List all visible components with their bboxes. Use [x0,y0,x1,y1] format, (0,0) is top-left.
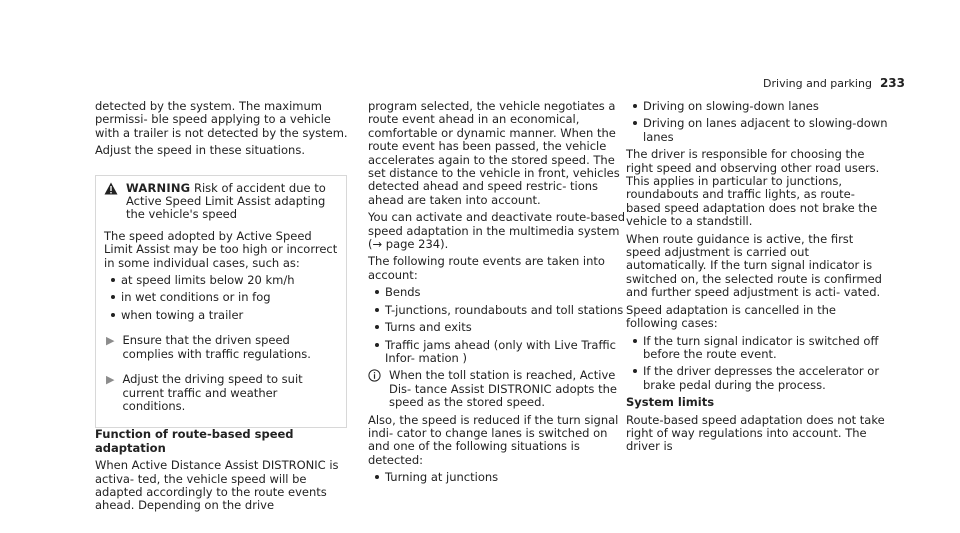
warning-title-text: Risk of accident due to Active Speed Limit Assist adapting the vehicle's speed [126,180,326,222]
action-item [104,373,338,413]
paragraph: program selected, the vehicle negotiates a route event ahead in an economical, comfortable or dynamic manner. When the route event has been passed, the vehicle accelerates again to the stored speed. The set distance to the vehicle in front, vehicles detected ahead and speed restric- tions ahead are taken into account. [368,99,620,207]
paragraph: Speed adaptation is cancelled in the following cases: [626,302,836,331]
list-item: Turns and exits [374,321,626,334]
note-text: When the toll station is reached, Active Dis- tance Assist DISTRONIC adopts the speed as the stored speed. [389,368,617,410]
list-item: at speed limits below 20 km/h [110,274,338,287]
paragraph: Also, the speed is reduced if the turn signal indi- cator to change lanes is switched on and one of the following situations is detected: [368,412,619,467]
list-item: in wet conditions or in fog [110,291,338,304]
section-title: Driving and parking [763,77,872,90]
list-item: T-junctions, roundabouts and toll stations [374,304,626,317]
note [368,369,626,409]
paragraph: Adjust the speed in these situations. [95,143,305,158]
warning-header [104,182,338,222]
list-item: Driving on slowing-down lanes [632,100,888,113]
warning-box [95,175,347,429]
column-1 [95,100,353,517]
warning-title [126,182,338,222]
page-number: 233 [879,76,905,90]
paragraph: The following route events are taken into account: [368,254,605,282]
warning-bullet-list [104,274,338,322]
column-2 [368,100,626,489]
paragraph: Route-based speed adaptation does not take right of way regulations into account. The driver is [626,412,885,454]
situations-list [368,471,626,484]
column-3 [626,100,888,458]
page-header [763,76,905,90]
paragraph: When Active Distance Assist DISTRONIC is activa- ted, the vehicle speed will be adapted accordingly to the route events ahead. Depending on the drive [95,458,339,513]
paragraph: When route guidance is active, the first speed adjustment is carried out automatically. If the turn signal indicator is switched on, the selected route is confirmed and further speed adjustment is acti- vated. [626,231,882,300]
list-item: Turning at junctions [374,471,626,484]
list-item: If the turn signal indicator is switched off before the route event. [632,335,888,362]
warning-triangle-icon [104,182,118,222]
action-text: Adjust the driving speed to suit current traffic and weather conditions. [122,372,303,413]
situations-list-continued [626,100,888,144]
warning-body: The speed adopted by Active Speed Limit Assist may be too high or incorrect in some individual cases, such as: [104,228,338,270]
arrow-right-icon: ▶ [106,334,115,348]
warning-label: WARNING [126,180,191,195]
list-item: when towing a trailer [110,309,338,322]
cancel-cases-list [626,335,888,393]
list-item: If the driver depresses the accelerator or brake pedal during the process. [632,365,888,392]
paragraph: detected by the system. The maximum permissi- ble speed applying to a vehicle with a trailer is not detected by the system. [95,99,348,140]
paragraph: The driver is responsible for choosing the right speed and observing other road users. This applies in particular to junctions, roundabouts and traffic lights, as route-based speed adaptation does not brake the vehicle to a standstill. [626,147,880,229]
section-heading: System limits [626,395,715,410]
route-events-list [368,286,626,365]
list-item: Traffic jams ahead (only with Live Traffic Infor- mation ) [374,339,626,366]
list-item: Driving on lanes adjacent to slowing-down lanes [632,117,888,144]
action-text: Ensure that the driven speed complies with traffic regulations. [122,333,311,361]
action-item [104,334,338,361]
paragraph: You can activate and deactivate route-based speed adaptation in the multimedia system (→ page 234). [368,210,626,252]
info-circle-icon [368,369,381,409]
arrow-right-icon: ▶ [106,373,115,387]
section-heading: Function of route-based speed adaptation [95,427,294,455]
list-item: Bends [374,286,626,299]
